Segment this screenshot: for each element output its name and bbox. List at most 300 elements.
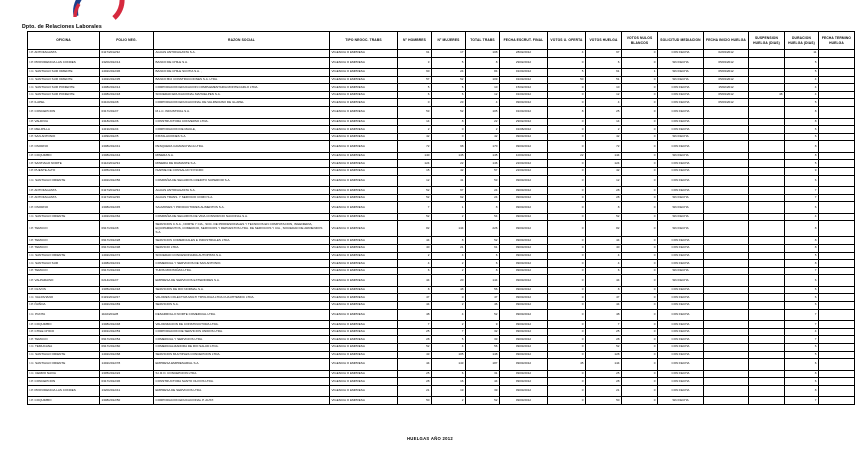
cell-votos-huelga: 7 — [586, 321, 622, 329]
cell-suspension-huelga — [749, 57, 785, 69]
cell-fecha-escrutinio: 09/03/2012 — [500, 187, 548, 195]
cell-folio: 1305/2012/18 — [100, 286, 154, 294]
cell-duracion-huelga: 5 — [785, 69, 819, 77]
cell-votos-huelga: 97 — [586, 50, 622, 58]
cell-votos-huelga: 61 — [586, 69, 622, 77]
cell-oficina: I.P. ILAPEL — [28, 99, 100, 107]
cell-fecha-inicio-huelga: 05/03/2012 — [704, 99, 749, 107]
cell-fecha-escrutinio: 09/03/2012 — [500, 378, 548, 386]
table-row — [28, 245, 855, 253]
cell-fecha-escrutinio: 09/03/2012 — [500, 397, 548, 405]
cell-suspension-huelga — [749, 76, 785, 84]
cell-votos-ultima-oferta: 0 — [548, 237, 586, 245]
cell-fecha-inicio-huelga — [704, 133, 749, 141]
cell-oficina: I.P. CONCEPCION — [28, 378, 100, 386]
cell-solicitud-mediacion: CON FECHA — [658, 118, 704, 126]
cell-folio: 1402/2012/83 — [100, 302, 154, 310]
cell-fecha-escrutinio: 29/02/2012 — [500, 57, 548, 69]
cell-suspension-huelga — [749, 294, 785, 302]
cell-total-trabs: 52 — [466, 237, 500, 245]
cell-suspension-huelga — [749, 378, 785, 386]
cell-fecha-termino-huelga — [819, 237, 855, 245]
cell-tipo-negociacion: VIGENCIA O EMPRESA — [330, 286, 398, 294]
cell-votos-huelga: 51 — [586, 76, 622, 84]
cell-votos-huelga: 4 — [586, 99, 622, 107]
cell-total-trabs: 31 — [466, 370, 500, 378]
cell-solicitud-mediacion: CON FECHA — [658, 91, 704, 99]
cell-fecha-escrutinio: 09/03/2012 — [500, 385, 548, 397]
cell-n-hombres: 53 — [398, 107, 432, 119]
cell-votos-ultima-oferta: 22 — [548, 152, 586, 160]
table-row — [28, 187, 855, 195]
cell-votos-nulos-blancos: 0 — [622, 343, 658, 351]
cell-duracion-huelga: 6 — [785, 275, 819, 287]
cell-razon-social: MINERA S.A. — [154, 152, 330, 160]
table-row — [28, 126, 855, 134]
cell-folio: 0214/2012/7 — [100, 275, 154, 287]
cell-votos-ultima-oferta: 0 — [548, 351, 586, 359]
table-row — [28, 133, 855, 141]
cell-solicitud-mediacion: CON FECHA — [658, 168, 704, 176]
table-row — [28, 202, 855, 214]
cell-fecha-inicio-huelga — [704, 141, 749, 153]
cell-fecha-inicio-huelga: 05/03/2012 — [704, 76, 749, 84]
cell-duracion-huelga: 7 — [785, 321, 819, 329]
cell-fecha-inicio-huelga — [704, 160, 749, 168]
table-body — [28, 50, 855, 405]
cell-votos-ultima-oferta: 0 — [548, 99, 586, 107]
table-row — [28, 351, 855, 359]
cell-n-hombres: 124 — [398, 160, 432, 168]
cell-folio: 1402/2012/56 — [100, 175, 154, 187]
cell-votos-nulos-blancos: 0 — [622, 168, 658, 176]
table-row — [28, 385, 855, 397]
cell-fecha-termino-huelga — [819, 328, 855, 336]
cell-razon-social: SERVICIOS COMERCIALES E INDUSTRIALES LTDA. — [154, 237, 330, 245]
cell-fecha-termino-huelga — [819, 378, 855, 386]
cell-solicitud-mediacion: SIN FECHA — [658, 267, 704, 275]
cell-fecha-inicio-huelga — [704, 397, 749, 405]
cell-total-trabs: 6 — [466, 260, 500, 268]
cell-tipo-negociacion: VIGENCIA O EMPRESA — [330, 141, 398, 153]
table-row — [28, 336, 855, 344]
cell-razon-social: DESARROLLO NORTE COMERCIAL LTDA. — [154, 309, 330, 321]
cell-duracion-huelga: 5 — [785, 99, 819, 107]
logo-arc-graphic — [62, 0, 148, 20]
cell-duracion-huelga: 5 — [785, 57, 819, 69]
cell-razon-social: MINERIA DE DIAMANTE S.A. — [154, 160, 330, 168]
cell-votos-huelga: 28 — [586, 336, 622, 344]
cell-folio: 1402/2012/62 — [100, 213, 154, 221]
cell-fecha-termino-huelga — [819, 118, 855, 126]
cell-votos-nulos-blancos: 0 — [622, 118, 658, 126]
cell-votos-ultima-oferta: 0 — [548, 275, 586, 287]
cell-n-hombres: 0 — [398, 99, 432, 107]
cell-suspension-huelga — [749, 359, 785, 371]
cell-n-mujeres: 6 — [432, 370, 466, 378]
cell-tipo-negociacion: VIGENCIA O EMPRESA — [330, 126, 398, 134]
cell-tipo-negociacion: VIGENCIA O EMPRESA — [330, 328, 398, 336]
cell-total-trabs: 53 — [466, 175, 500, 187]
cell-razon-social: BANCO DE CHILE S.A. — [154, 57, 330, 69]
cell-fecha-termino-huelga — [819, 202, 855, 214]
cell-votos-huelga: 124 — [586, 160, 622, 168]
col-header-oficina: OFICINA — [28, 32, 100, 50]
table-row — [28, 286, 855, 294]
col-header-fecha-escrutinio: FECHA ESCRUT. FINAL — [500, 32, 548, 50]
cell-total-trabs: 187 — [466, 359, 500, 371]
cell-solicitud-mediacion: CON FECHA — [658, 237, 704, 245]
cell-votos-ultima-oferta: 0 — [548, 57, 586, 69]
cell-n-mujeres: 144 — [432, 221, 466, 237]
cell-oficina: I.C. SANTIAGO SUR — [28, 260, 100, 268]
cell-votos-huelga: 2 — [586, 126, 622, 134]
cell-votos-ultima-oferta: 0 — [548, 252, 586, 260]
cell-suspension-huelga — [749, 194, 785, 202]
cell-total-trabs: 56 — [466, 343, 500, 351]
cell-total-trabs: 44 — [466, 378, 500, 386]
cell-fecha-escrutinio: 09/03/2012 — [500, 141, 548, 153]
cell-duracion-huelga: 7 — [785, 397, 819, 405]
cell-fecha-termino-huelga — [819, 370, 855, 378]
cell-razon-social: TURIS MONTAÑAS LTDA. — [154, 267, 330, 275]
cell-n-mujeres: 7 — [432, 328, 466, 336]
cell-folio: 1405/2012/43 — [100, 168, 154, 176]
cell-duracion-huelga: 5 — [785, 252, 819, 260]
cell-fecha-inicio-huelga: 15/02/2012 — [704, 84, 749, 92]
cell-razon-social: S.I.R.O. CONCEPCION LTDA. — [154, 370, 330, 378]
cell-razon-social: COMERCIAL Y SERVICIOS DE SAN ANTONIO. — [154, 260, 330, 268]
cell-n-hombres: 28 — [398, 336, 432, 344]
cell-n-hombres: 57 — [398, 76, 432, 84]
cell-duracion-huelga: 6 — [785, 302, 819, 310]
cell-suspension-huelga — [749, 107, 785, 119]
cell-votos-huelga: 25 — [586, 370, 622, 378]
cell-votos-ultima-oferta: 0 — [548, 260, 586, 268]
cell-votos-nulos-blancos: 0 — [622, 321, 658, 329]
cell-solicitud-mediacion: CON FECHA — [658, 107, 704, 119]
cell-fecha-inicio-huelga — [704, 152, 749, 160]
cell-n-hombres: 44 — [398, 275, 432, 287]
cell-votos-nulos-blancos: 0 — [622, 294, 658, 302]
cell-fecha-inicio-huelga — [704, 221, 749, 237]
cell-fecha-termino-huelga — [819, 397, 855, 405]
cell-votos-nulos-blancos: 0 — [622, 378, 658, 386]
cell-total-trabs: 61 — [466, 245, 500, 253]
cell-suspension-huelga — [749, 187, 785, 195]
cell-solicitud-mediacion: CON FECHA — [658, 385, 704, 397]
cell-oficina: I.P. OSORNO — [28, 202, 100, 214]
cell-solicitud-mediacion: CON FECHA — [658, 245, 704, 253]
cell-suspension-huelga — [749, 286, 785, 294]
cell-total-trabs: 8 — [466, 57, 500, 69]
cell-total-trabs: 52 — [466, 309, 500, 321]
cell-solicitud-mediacion: CON FECHA — [658, 321, 704, 329]
cell-razon-social: VALORIZACION DE CONSTRUCTORA LTDA. — [154, 321, 330, 329]
table-row — [28, 343, 855, 351]
cell-votos-ultima-oferta: 0 — [548, 267, 586, 275]
cell-votos-huelga: 82 — [586, 221, 622, 237]
cell-fecha-inicio-huelga — [704, 302, 749, 310]
cell-razon-social: CORPORACION EDUCACIONAL DE VALPARAISO DE ILLAPEL — [154, 99, 330, 107]
cell-fecha-termino-huelga — [819, 267, 855, 275]
cell-votos-ultima-oferta: 0 — [548, 245, 586, 253]
cell-n-hombres: 60 — [398, 69, 432, 77]
cell-fecha-escrutinio: 01/08/2012 — [500, 126, 548, 134]
cell-tipo-negociacion: VIGENCIA O EMPRESA — [330, 50, 398, 58]
cell-suspension-huelga — [749, 160, 785, 168]
cell-votos-nulos-blancos: 0 — [622, 91, 658, 99]
cell-suspension-huelga — [749, 351, 785, 359]
col-header-hombres: N° HOMBRES — [398, 32, 432, 50]
cell-tipo-negociacion: VIGENCIA O EMPRESA — [330, 194, 398, 202]
cell-folio: 0917/2012/38 — [100, 245, 154, 253]
cell-duracion-huelga: 8 — [785, 260, 819, 268]
table-header — [28, 32, 855, 50]
cell-fecha-inicio-huelga — [704, 175, 749, 187]
cell-votos-nulos-blancos: 0 — [622, 133, 658, 141]
cell-votos-huelga: 48 — [586, 309, 622, 321]
cell-n-hombres: 15 — [398, 168, 432, 176]
table-row — [28, 175, 855, 187]
cell-solicitud-mediacion: CON FECHA — [658, 175, 704, 187]
cell-suspension-huelga — [749, 237, 785, 245]
cell-oficina: I.P. TEMUCO — [28, 267, 100, 275]
cell-fecha-termino-huelga — [819, 351, 855, 359]
cell-fecha-escrutinio: 09/03/2012 — [500, 370, 548, 378]
table-header-row — [28, 32, 855, 50]
cell-folio: 1402/2012/35 — [100, 76, 154, 84]
cell-n-mujeres: 4 — [432, 309, 466, 321]
cell-votos-nulos-blancos: 0 — [622, 107, 658, 119]
cell-total-trabs: 47 — [466, 294, 500, 302]
cell-oficina: I.P. COQUIMBO — [28, 152, 100, 160]
cell-solicitud-mediacion: CON FECHA — [658, 252, 704, 260]
cell-votos-ultima-oferta: 0 — [548, 286, 586, 294]
col-header-fecha-termino-huelga: FECHA TERMINO HUELGA — [819, 32, 855, 50]
cell-n-hombres: 3 — [398, 57, 432, 69]
cell-tipo-negociacion: VIGENCIA O EMPRESA — [330, 99, 398, 107]
cell-oficina: I.P. PROVIDENCIA LAS CONDES — [28, 57, 100, 69]
cell-oficina: I.P. PROVIDENCIA LAS CONDES — [28, 385, 100, 397]
table-row — [28, 168, 855, 176]
cell-suspension-huelga — [749, 343, 785, 351]
cell-total-trabs: 39 — [466, 385, 500, 397]
cell-folio: 1408/2012/14 — [100, 84, 154, 92]
table-row — [28, 118, 855, 126]
cell-n-hombres: 140 — [398, 152, 432, 160]
cell-folio: 1301/2012/53 — [100, 328, 154, 336]
table-row — [28, 213, 855, 221]
cell-duracion-huelga: 6 — [785, 202, 819, 214]
col-header-duracion-huelga: DURACION HUELGA (DIAS) — [785, 32, 819, 50]
cell-votos-ultima-oferta: 0 — [548, 194, 586, 202]
cell-votos-huelga: 6 — [586, 267, 622, 275]
cell-folio: 1308/2012/44 — [100, 152, 154, 160]
cell-total-trabs: 84 — [466, 69, 500, 77]
cell-n-mujeres: 2 — [432, 267, 466, 275]
cell-fecha-termino-huelga — [819, 385, 855, 397]
cell-n-mujeres: 98 — [432, 141, 466, 153]
cell-folio: 1308/2012/48 — [100, 321, 154, 329]
cell-razon-social: EMPRESA DE SERVICIOS EXTERIORES S.A. — [154, 275, 330, 287]
cell-suspension-huelga — [749, 221, 785, 237]
cell-oficina: I.C. SANTIAGO SUR ORIENTE — [28, 76, 100, 84]
cell-n-hombres: 6 — [398, 267, 432, 275]
cell-fecha-inicio-huelga — [704, 194, 749, 202]
cell-n-mujeres: 52 — [432, 107, 466, 119]
cell-n-mujeres: 0 — [432, 133, 466, 141]
cell-n-mujeres: 4 — [432, 343, 466, 351]
cell-folio: 1402/2012/72 — [100, 252, 154, 260]
cell-suspension-huelga — [749, 118, 785, 126]
cell-n-hombres: 52 — [398, 343, 432, 351]
cell-folio: 1402/2012/68 — [100, 351, 154, 359]
cell-n-hombres: 52 — [398, 187, 432, 195]
cell-folio: 1102/2012/8 — [100, 309, 154, 321]
cell-razon-social: SERVICIOS MULTIPLES CONCEPCION LTDA. — [154, 351, 330, 359]
cell-suspension-huelga: 48 — [749, 91, 785, 99]
cell-solicitud-mediacion: SIN FECHA — [658, 213, 704, 221]
cell-suspension-huelga — [749, 336, 785, 344]
cell-folio: 0917/2012/54 — [100, 336, 154, 344]
cell-votos-huelga: 4 — [586, 252, 622, 260]
cell-votos-huelga: 8 — [586, 202, 622, 214]
cell-fecha-escrutinio: 09/03/2012 — [500, 260, 548, 268]
cell-folio: 1318/2012/6 — [100, 118, 154, 126]
cell-suspension-huelga — [749, 321, 785, 329]
cell-n-mujeres: 8 — [432, 118, 466, 126]
cell-votos-nulos-blancos: 1 — [622, 69, 658, 77]
cell-razon-social: COMPAÑIA DE SEGUROS CREDITO SUPERIOR S.A. — [154, 175, 330, 187]
table-row — [28, 267, 855, 275]
cell-total-trabs: 33 — [466, 336, 500, 344]
cell-votos-ultima-oferta: 0 — [548, 309, 586, 321]
cell-total-trabs: 105 — [466, 107, 500, 119]
table-row — [28, 359, 855, 371]
cell-votos-huelga: 128 — [586, 351, 622, 359]
cell-votos-nulos-blancos: 0 — [622, 286, 658, 294]
cell-fecha-escrutinio: 22/03/2012 — [500, 168, 548, 176]
cell-oficina: I.P. ANTOFAGASTA — [28, 194, 100, 202]
cell-votos-nulos-blancos: 0 — [622, 359, 658, 371]
cell-solicitud-mediacion: CON FECHA — [658, 359, 704, 371]
cell-fecha-escrutinio: 09/03/2012 — [500, 133, 548, 141]
cell-fecha-escrutinio: 09/03/2012 — [500, 359, 548, 371]
cell-suspension-huelga — [749, 50, 785, 58]
cell-fecha-escrutinio: 09/03/2012 — [500, 275, 548, 287]
cell-razon-social: COMERCIAL Y SERVICIOS LTDA. — [154, 336, 330, 344]
cell-solicitud-mediacion: SIN FECHA — [658, 133, 704, 141]
cell-duracion-huelga: 4 — [785, 328, 819, 336]
cell-total-trabs: 12 — [466, 91, 500, 99]
cell-votos-nulos-blancos: 0 — [622, 126, 658, 134]
cell-oficina: I.C. SANTIAGO ORIENTE — [28, 359, 100, 371]
cell-suspension-huelga — [749, 328, 785, 336]
cell-n-mujeres: 0 — [432, 294, 466, 302]
cell-fecha-inicio-huelga — [704, 275, 749, 287]
cell-votos-ultima-oferta: 0 — [548, 126, 586, 134]
cell-suspension-huelga — [749, 152, 785, 160]
cell-tipo-negociacion: VIGENCIA O EMPRESA — [330, 245, 398, 253]
table-row — [28, 302, 855, 310]
cell-folio: 0119/2012/27 — [100, 294, 154, 302]
cell-oficina: I.P. TEMUCO — [28, 221, 100, 237]
cell-total-trabs: 2 — [466, 126, 500, 134]
cell-oficina: I.P. TEMUCO — [28, 237, 100, 245]
cell-n-hombres: 12 — [398, 175, 432, 187]
cell-n-hombres: 44 — [398, 359, 432, 371]
cell-n-hombres: 21 — [398, 385, 432, 397]
cell-tipo-negociacion: VIGENCIA O EMPRESA — [330, 133, 398, 141]
cell-n-hombres: 44 — [398, 302, 432, 310]
cell-razon-social: CONSTRUCTORA CONVERSO LTDA. — [154, 118, 330, 126]
cell-razon-social: SOCIEDAD EDUCACIONAL MAHUELPEN S.A. — [154, 91, 330, 99]
cell-fecha-escrutinio: 09/03/2012 — [500, 267, 548, 275]
cell-tipo-negociacion: VIGENCIA O EMPRESA — [330, 267, 398, 275]
cell-n-hombres: 5 — [398, 84, 432, 92]
cell-solicitud-mediacion: CON FECHA — [658, 160, 704, 168]
cell-n-mujeres: 48 — [432, 286, 466, 294]
cell-n-hombres: 25 — [398, 328, 432, 336]
cell-votos-huelga: 25 — [586, 107, 622, 119]
cell-votos-nulos-blancos: 0 — [622, 221, 658, 237]
cell-duracion-huelga: 4 — [785, 76, 819, 84]
cell-suspension-huelga — [749, 275, 785, 287]
cell-total-trabs: 56 — [466, 286, 500, 294]
cell-votos-nulos-blancos: 0 — [622, 202, 658, 214]
cell-fecha-inicio-huelga — [704, 309, 749, 321]
cell-votos-huelga: 52 — [586, 213, 622, 221]
cell-solicitud-mediacion: CON FECHA — [658, 84, 704, 92]
cell-razon-social: M.L.C. INDUSTRIAL S.A. — [154, 107, 330, 119]
cell-fecha-inicio-huelga — [704, 118, 749, 126]
cell-razon-social: AGUAS ANTOFAGASTA S.A. — [154, 50, 330, 58]
cell-solicitud-mediacion: CON FECHA — [658, 141, 704, 153]
cell-votos-ultima-oferta: 0 — [548, 328, 586, 336]
cell-fecha-termino-huelga — [819, 76, 855, 84]
cell-fecha-inicio-huelga — [704, 294, 749, 302]
table-row — [28, 99, 855, 107]
cell-n-mujeres: 42 — [432, 168, 466, 176]
cell-oficina: I.P. TEMUCO — [28, 245, 100, 253]
cell-razon-social: PESQUERA CAMANCHACA LTDA. — [154, 141, 330, 153]
cell-fecha-termino-huelga — [819, 260, 855, 268]
cell-fecha-termino-huelga — [819, 133, 855, 141]
cell-suspension-huelga — [749, 175, 785, 187]
cell-duracion-huelga: 8 — [785, 118, 819, 126]
dt-logo — [62, 0, 148, 20]
cell-votos-ultima-oferta: 50 — [548, 76, 586, 84]
table-row — [28, 252, 855, 260]
cell-duracion-huelga: 6 — [785, 343, 819, 351]
cell-votos-nulos-blancos: 0 — [622, 76, 658, 84]
col-header-fecha-inicio-huelga: FECHA INICIO HUELGA — [704, 32, 749, 50]
cell-total-trabs: 148 — [466, 351, 500, 359]
cell-oficina: I.P. COQUIMBO — [28, 397, 100, 405]
cell-fecha-inicio-huelga — [704, 213, 749, 221]
cell-n-hombres: 44 — [398, 237, 432, 245]
cell-oficina: I.C. VALDIVIANO — [28, 294, 100, 302]
cell-votos-nulos-blancos: 0 — [622, 160, 658, 168]
cell-votos-huelga: 144 — [586, 152, 622, 160]
cell-suspension-huelga — [749, 126, 785, 134]
cell-duracion-huelga: 6 — [785, 126, 819, 134]
cell-n-mujeres: 17 — [432, 50, 466, 58]
cell-n-mujeres: 21 — [432, 245, 466, 253]
cell-votos-nulos-blancos: 0 — [622, 84, 658, 92]
cell-fecha-termino-huelga — [819, 152, 855, 160]
